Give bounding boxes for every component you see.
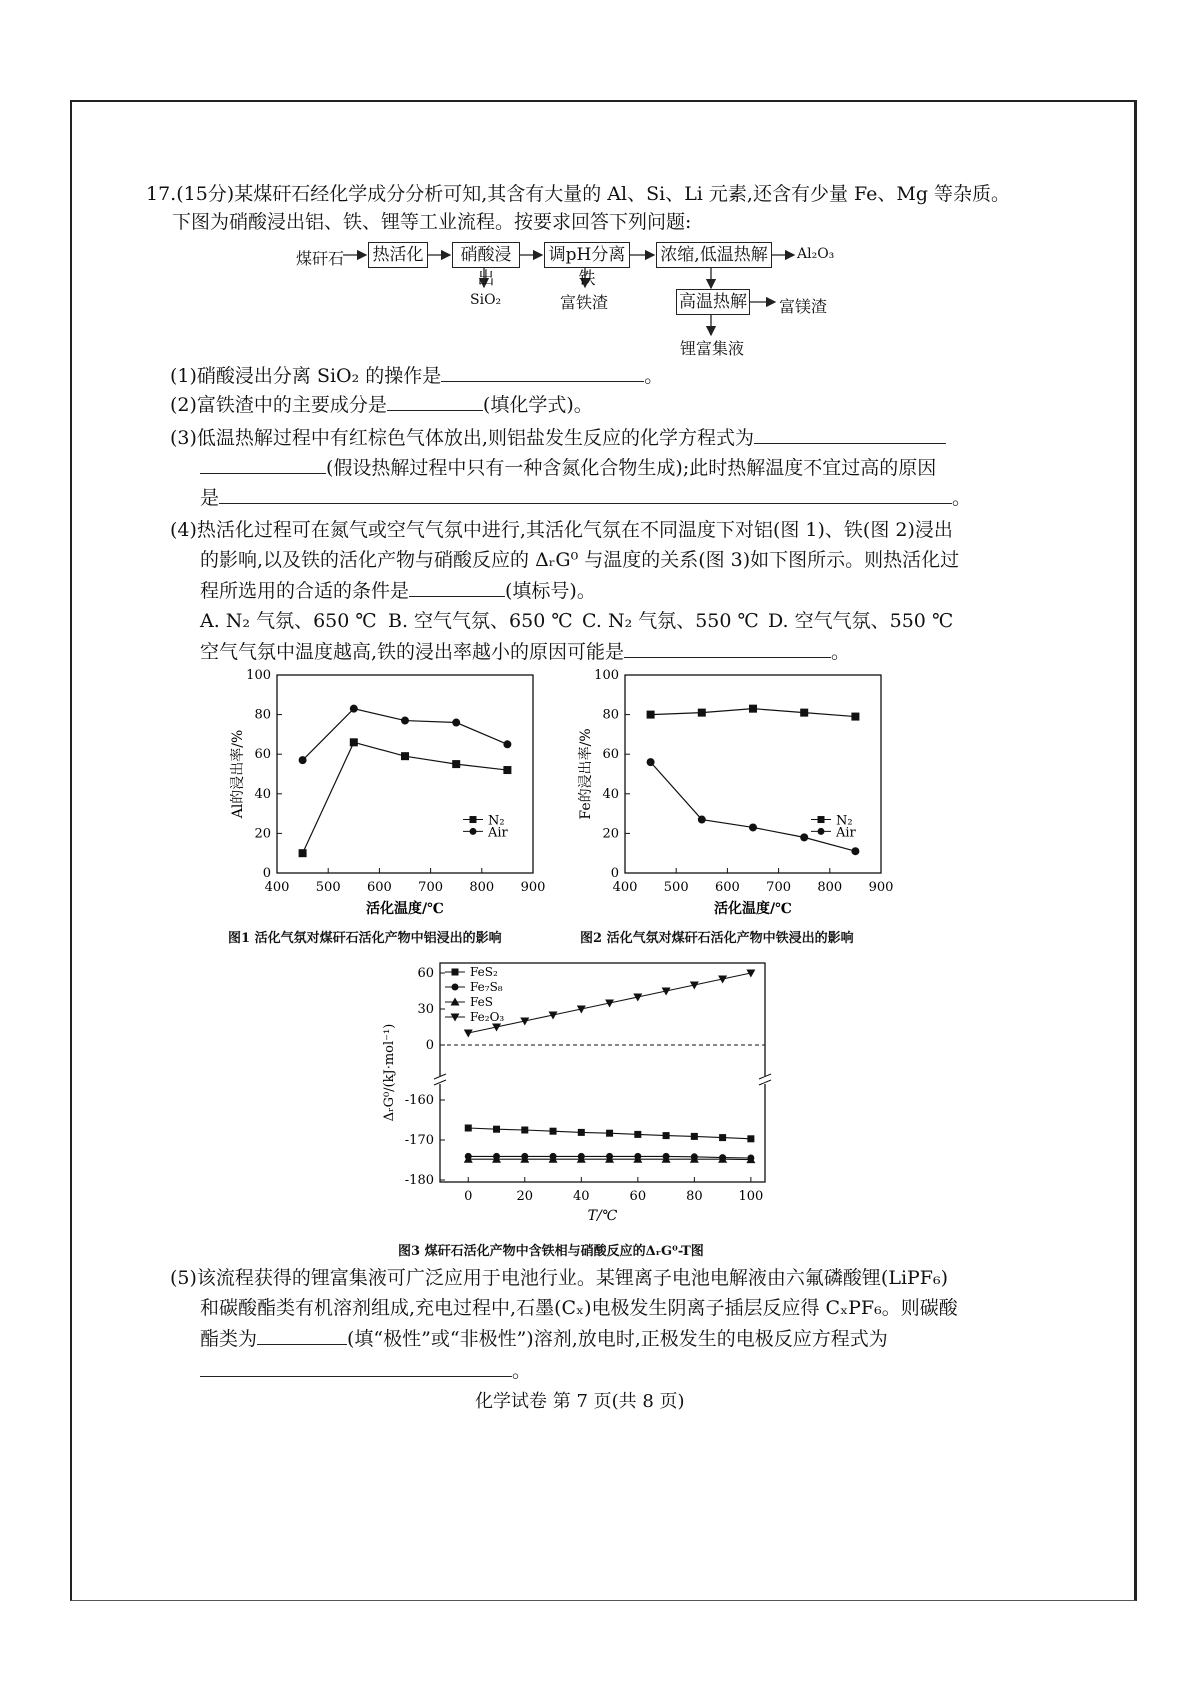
figure1-al-leaching-chart xyxy=(220,665,560,925)
fig3-point-fe2o3 xyxy=(464,1030,473,1038)
fig2-series-line-air xyxy=(651,762,856,851)
fig1-x-axis-label: 活化温度/℃ xyxy=(366,901,444,917)
fig3-point-fes2 xyxy=(719,1134,726,1141)
q4-text-line3: 程所选用的合适的条件是 xyxy=(200,580,410,602)
q3-line2 xyxy=(200,455,936,481)
fig2-y-tick-label: 60 xyxy=(602,747,619,763)
q3-end: 。 xyxy=(952,487,972,509)
fig1-legend-marker xyxy=(470,828,477,835)
flow-start-coal-gangue: 煤矸石 xyxy=(296,249,345,268)
fig1-legend-marker xyxy=(470,816,477,823)
fig3-legend-label-fes: FeS xyxy=(470,995,493,1009)
fig2-y-axis-label: Fe的浸出率/% xyxy=(578,728,594,820)
flow-output-al2o3: Al₂O₃ xyxy=(797,246,835,262)
q5-line1: (5)该流程获得的锂富集液可广泛应用于电池行业。某锂离子电池电解液由六氟磷酸锂(LiPF₆) xyxy=(170,1267,949,1289)
q4-line2: 的影响,以及铁的活化产物与硝酸反应的 ΔᵣG⁰ 与温度的关系(图 3)如下图所示。则热活化过 xyxy=(200,549,960,571)
fig2-y-tick-label: 80 xyxy=(602,707,619,723)
fig3-y-tick-label: -170 xyxy=(404,1133,434,1148)
q2-answer-blank[interactable] xyxy=(387,392,483,411)
q4-option-a: A. N₂ 气氛、650 ℃ xyxy=(200,610,377,632)
figure3-gibbs-energy-chart xyxy=(375,955,785,1240)
q3-text-line3: 是 xyxy=(200,487,220,509)
fig2-point-air xyxy=(698,816,706,824)
q5-polarity-blank[interactable] xyxy=(257,1326,347,1345)
fig3-point-fes2 xyxy=(521,1127,528,1134)
fig1-point-n2 xyxy=(503,766,511,774)
flow-output-lithium-liquid: 锂富集液 xyxy=(680,339,745,358)
fig2-point-n2 xyxy=(749,705,757,713)
figure1-caption: 图1 活化气氛对煤矸石活化产物中铝浸出的影响 xyxy=(228,931,502,946)
fig1-y-tick-label: 40 xyxy=(254,786,271,802)
fig3-y-tick-label: 30 xyxy=(417,1002,434,1017)
fig2-legend-marker xyxy=(818,816,825,823)
flow-step-concentration-low-temp: 浓缩,低温热解 xyxy=(656,242,772,268)
fig2-x-tick-label: 900 xyxy=(868,880,894,895)
fig2-point-n2 xyxy=(647,711,655,719)
question-intro-line1: 17.(15分)某煤矸石经化学成分分析可知,其含有大量的 Al、Si、Li 元素,还含有少量 Fe、Mg 等杂质。 xyxy=(146,183,1011,205)
fig2-x-tick-label: 500 xyxy=(663,880,689,895)
q2-line xyxy=(170,392,593,418)
fig3-legend-marker xyxy=(452,984,459,991)
q3-text-line1: (3)低温热解过程中有红棕色气体放出,则铝盐发生反应的化学方程式为 xyxy=(170,427,754,449)
fig3-point-fes2 xyxy=(691,1133,698,1140)
fig1-legend-label-air: Air xyxy=(488,825,508,841)
fig3-legend-label-fe7s8: Fe₇S₈ xyxy=(470,980,503,994)
fig1-x-tick-label: 800 xyxy=(469,880,495,895)
fig1-point-air xyxy=(299,756,307,764)
fig1-x-tick-label: 400 xyxy=(264,880,290,895)
fig1-y-tick-label: 60 xyxy=(254,747,271,763)
q1-answer-blank[interactable] xyxy=(441,363,644,382)
fig1-point-air xyxy=(350,705,358,713)
fig2-y-tick-label: 0 xyxy=(610,866,619,881)
fig1-point-n2 xyxy=(350,738,358,746)
fig1-point-n2 xyxy=(401,752,409,760)
flow-output-mg-residue: 富镁渣 xyxy=(779,297,828,316)
q4-option-d: D. 空气气氛、550 ℃ xyxy=(768,610,954,632)
fig2-point-air xyxy=(800,833,808,841)
fig1-plot-frame xyxy=(277,675,533,873)
fig2-legend-label-air: Air xyxy=(836,825,856,841)
fig2-y-tick-label: 100 xyxy=(594,668,619,683)
q1-end: 。 xyxy=(644,365,664,387)
flow-output-iron-residue: 富铁渣 xyxy=(560,293,609,312)
fig1-point-air xyxy=(503,740,511,748)
q1-text: (1)硝酸浸出分离 SiO₂ 的操作是 xyxy=(170,365,442,387)
fig1-x-tick-label: 500 xyxy=(315,880,341,895)
fig2-y-tick-label: 20 xyxy=(602,826,619,842)
fig3-point-fes2 xyxy=(465,1125,472,1132)
flow-output-sio2: SiO₂ xyxy=(470,292,502,308)
q1-line xyxy=(170,363,663,389)
fig1-legend-label-n2: N₂ xyxy=(488,813,505,829)
page-footer: 化学试卷 第 7 页(共 8 页) xyxy=(475,1391,685,1412)
q4-answer-blank[interactable] xyxy=(409,578,505,597)
q5-line4 xyxy=(200,1358,531,1384)
q4-line3-end: (填标号)。 xyxy=(505,580,596,602)
fig2-legend-marker xyxy=(818,828,825,835)
q4-text-line5: 空气气氛中温度越高,铁的浸出率越小的原因可能是 xyxy=(200,641,625,663)
fig1-point-n2 xyxy=(299,849,307,857)
q4-line5 xyxy=(200,639,850,665)
q4-option-b: B. 空气气氛、650 ℃ xyxy=(388,610,573,632)
fig3-x-tick-label: 20 xyxy=(516,1189,534,1204)
fig1-x-tick-label: 600 xyxy=(366,880,392,895)
q3-reason-blank[interactable] xyxy=(219,485,952,504)
q5-text-line3a: 酯类为 xyxy=(200,1328,258,1350)
q5-end: 。 xyxy=(512,1360,532,1382)
question-intro-line2: 下图为硝酸浸出铝、铁、锂等工业流程。按要求回答下列问题: xyxy=(172,211,692,233)
fig3-point-fes2 xyxy=(578,1129,585,1136)
q5-line3 xyxy=(200,1326,888,1352)
q4-option-c: C. N₂ 气氛、550 ℃ xyxy=(582,610,759,632)
q5-electrode-equation-blank[interactable] xyxy=(200,1358,512,1377)
q4-reason-blank[interactable] xyxy=(624,639,831,658)
fig3-point-fes2 xyxy=(493,1126,500,1133)
fig1-y-tick-label: 80 xyxy=(254,707,271,723)
q3-equation-blank-1[interactable] xyxy=(754,425,946,444)
flow-step-high-temp-pyrolysis: 高温热解 xyxy=(676,289,750,315)
fig2-x-tick-label: 600 xyxy=(714,880,740,895)
fig1-x-tick-label: 700 xyxy=(418,880,444,895)
figure2-caption: 图2 活化气氛对煤矸石活化产物中铁浸出的影响 xyxy=(580,931,854,946)
fig3-y-tick-label: 60 xyxy=(417,966,434,981)
q4-line1: (4)热活化过程可在氮气或空气气氛中进行,其活化气氛在不同温度下对铝(图 1)、铁(图 2)浸出 xyxy=(170,519,953,541)
fig3-x-axis-label: T/℃ xyxy=(587,1208,618,1224)
fig2-point-air xyxy=(647,758,655,766)
q2-end: (填化学式)。 xyxy=(482,394,593,416)
fig3-legend-label-fe2o3: Fe₂O₃ xyxy=(470,1010,505,1024)
fig3-y-axis-label: ΔᵣG⁰/(kJ·mol⁻¹) xyxy=(382,1023,397,1122)
fig2-x-axis-label: 活化温度/℃ xyxy=(714,901,792,917)
fig3-axis-break-marks xyxy=(434,1074,771,1085)
fig2-point-air xyxy=(851,847,859,855)
fig2-point-n2 xyxy=(800,709,808,717)
fig3-x-tick-label: 80 xyxy=(686,1189,703,1204)
fig3-point-fes2 xyxy=(663,1132,670,1139)
fig3-legend-label-fes2: FeS₂ xyxy=(470,965,498,979)
fig3-x-tick-label: 60 xyxy=(629,1189,647,1204)
fig1-y-axis-label: Al的浸出率/% xyxy=(230,729,246,819)
q2-text: (2)富铁渣中的主要成分是 xyxy=(170,394,387,416)
flow-step-nitric-leaching: 硝酸浸出 xyxy=(452,242,520,268)
q3-equation-blank-2[interactable] xyxy=(200,455,326,474)
q5-line2: 和碳酸酯类有机溶剂组成,充电过程中,石墨(Cₓ)电极发生阴离子插层反应得 CₓPF₆。则碳酸 xyxy=(200,1297,958,1319)
fig3-x-tick-label: 100 xyxy=(738,1189,764,1204)
fig1-x-tick-label: 900 xyxy=(520,880,546,895)
flow-step-ph-iron-separation: 调pH分离铁 xyxy=(544,242,630,268)
fig3-point-fes2 xyxy=(634,1131,641,1138)
fig2-y-tick-label: 40 xyxy=(602,786,619,802)
q3-text-line2: (假设热解过程中只有一种含氮化合物生成);此时热解温度不宜过高的原因 xyxy=(326,457,937,479)
fig3-point-fes2 xyxy=(747,1135,754,1142)
q5-text-line3b: (填“极性”或“非极性”)溶剂,放电时,正极发生的电极反应方程式为 xyxy=(347,1328,888,1350)
fig2-x-tick-label: 800 xyxy=(817,880,843,895)
fig2-x-tick-label: 700 xyxy=(766,880,792,895)
q4-line5-end: 。 xyxy=(831,641,851,663)
fig1-y-tick-label: 20 xyxy=(254,826,271,842)
q4-line3 xyxy=(200,578,596,604)
fig3-legend-marker xyxy=(452,969,459,976)
fig2-point-n2 xyxy=(851,713,859,721)
fig2-legend-label-n2: N₂ xyxy=(836,813,853,829)
fig1-point-n2 xyxy=(452,760,460,768)
fig2-point-n2 xyxy=(698,709,706,717)
fig3-point-fes2 xyxy=(606,1130,613,1137)
fig3-y-tick-label: -180 xyxy=(404,1173,434,1188)
fig3-y-tick-label: 0 xyxy=(425,1038,434,1053)
figure3-caption: 图3 煤矸石活化产物中含铁相与硝酸反应的ΔᵣG⁰-T图 xyxy=(398,1244,704,1259)
fig2-x-tick-label: 400 xyxy=(612,880,638,895)
fig3-x-tick-label: 0 xyxy=(464,1189,473,1204)
q3-line3 xyxy=(200,485,971,511)
fig1-point-air xyxy=(452,719,460,727)
figure2-fe-leaching-chart xyxy=(568,665,908,925)
fig1-y-tick-label: 100 xyxy=(246,668,271,683)
q3-line1 xyxy=(170,425,946,451)
fig2-point-air xyxy=(749,823,757,831)
fig3-y-tick-label: -160 xyxy=(404,1093,434,1108)
fig3-x-tick-label: 40 xyxy=(573,1189,590,1204)
fig1-point-air xyxy=(401,717,409,725)
fig3-point-fes2 xyxy=(550,1128,557,1135)
fig1-y-tick-label: 0 xyxy=(262,866,271,881)
flow-step-thermal-activation: 热活化 xyxy=(368,242,428,268)
